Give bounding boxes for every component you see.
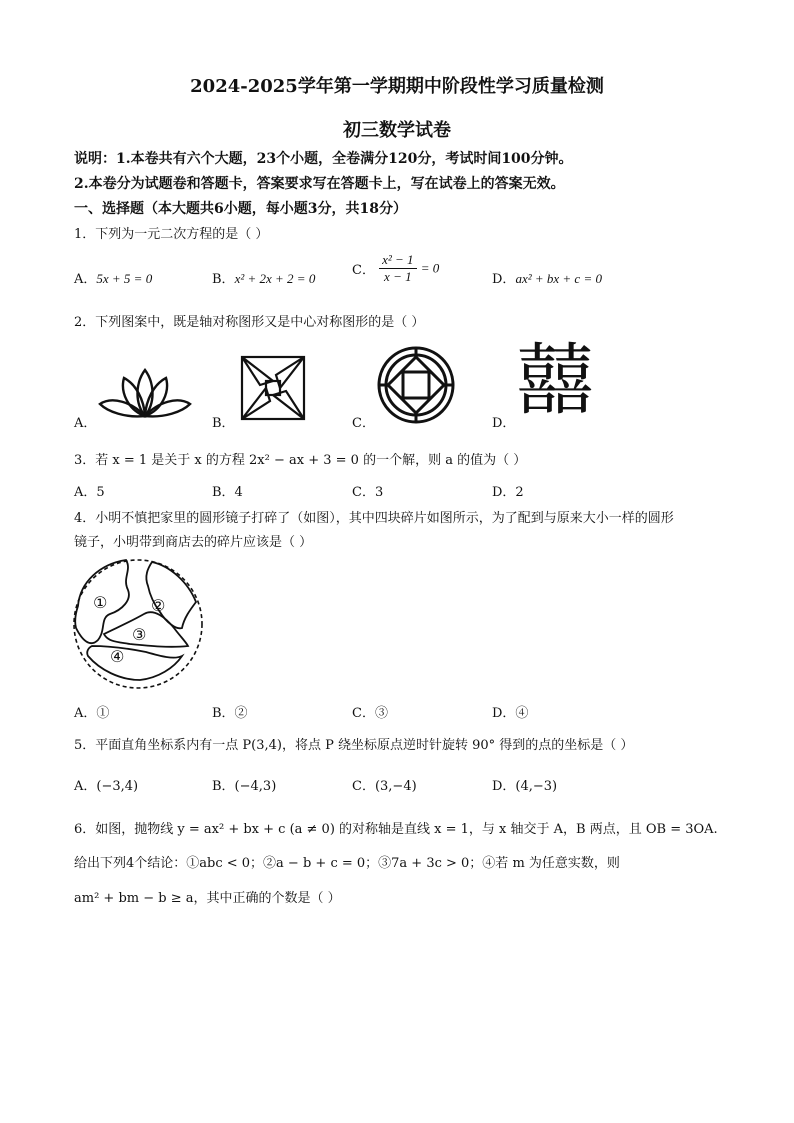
piece-1-label: ① bbox=[93, 593, 108, 612]
fraction-tail: = 0 bbox=[420, 260, 440, 276]
option-label: C． bbox=[352, 263, 375, 278]
section-heading: 一、选择题（本大题共6小题，每小题3分，共18分） bbox=[74, 201, 407, 217]
question-4-stem-line-1: 4．小明不慎把家里的圆形镜子打碎了（如图），其中四块碎片如图所示，为了配到与原来大小一样的圆形 bbox=[74, 511, 674, 526]
option-text: x² + 2x + 2 = 0 bbox=[234, 271, 316, 286]
question-4-stem-line-2: 镜子，小明带到商店去的碎片应该是（ ） bbox=[74, 535, 313, 550]
question-6-line-2: 给出下列4个结论：①abc < 0；②a − b + c = 0；③7a + 3c > 0；④若 m 为任意实数，则 bbox=[74, 856, 620, 871]
piece-3-label: ③ bbox=[132, 625, 147, 644]
question-5-option-b: B．(−4,3) bbox=[212, 779, 277, 794]
lotus-icon bbox=[98, 364, 192, 422]
question-3-option-a: A．5 bbox=[74, 485, 105, 500]
question-4-option-d: D．④ bbox=[492, 706, 529, 721]
pinwheel-square-icon bbox=[240, 355, 306, 421]
question-1-option-a bbox=[74, 268, 152, 287]
instructions-line-2: 2.本卷分为试题卷和答题卡，答案要求写在答题卡上，写在试卷上的答案无效。 bbox=[74, 176, 565, 192]
question-5-option-c: C．(3,−4) bbox=[352, 779, 417, 794]
question-3-option-c: C．3 bbox=[352, 485, 384, 500]
question-2-option-c-label: C． bbox=[352, 416, 375, 431]
question-4-option-b: B．② bbox=[212, 706, 248, 721]
fraction-denominator: x − 1 bbox=[384, 269, 412, 284]
exam-subtitle: 初三数学试卷 bbox=[343, 120, 451, 141]
question-4-option-c: C．③ bbox=[352, 706, 388, 721]
fraction-numerator: x² − 1 bbox=[379, 252, 416, 269]
piece-2-label: ② bbox=[151, 596, 166, 615]
question-5-stem: 5．平面直角坐标系内有一点 P(3,4)，将点 P 绕坐标原点逆时针旋转 90° 得到的点的坐标是（ ） bbox=[74, 738, 634, 753]
question-1-option-b bbox=[212, 268, 315, 287]
question-1-option-d bbox=[492, 268, 602, 287]
exam-title: 2024-2025学年第一学期期中阶段性学习质量检测 bbox=[190, 76, 604, 97]
piece-4-label: ④ bbox=[110, 647, 125, 666]
question-5-option-a: A．(−3,4) bbox=[74, 779, 139, 794]
question-3-option-d: D．2 bbox=[492, 485, 524, 500]
instructions-line-1: 说明：1.本卷共有六个大题，23个小题，全卷满分120分，考试时间100分钟。 bbox=[74, 151, 573, 167]
question-2-option-a-label: A． bbox=[74, 416, 97, 431]
question-2-option-d-label: D． bbox=[492, 416, 516, 431]
circle-window-icon bbox=[376, 345, 456, 425]
question-6-line-1: 6．如图，抛物线 y = ax² + bx + c (a ≠ 0) 的对称轴是直线 x = 1，与 x 轴交于 A，B 两点，且 OB = 3OA. bbox=[74, 822, 718, 837]
question-2-stem: 2．下列图案中，既是轴对称图形又是中心对称图形的是（ ） bbox=[74, 315, 425, 330]
broken-mirror-figure bbox=[70, 556, 206, 692]
option-text: 5x + 5 = 0 bbox=[96, 271, 153, 286]
question-3-option-b: B．4 bbox=[212, 485, 243, 500]
double-happiness-glyph: 囍 bbox=[516, 336, 595, 426]
question-3-stem: 3．若 x = 1 是关于 x 的方程 2x² − ax + 3 = 0 的一个解，则 a 的值为（ ） bbox=[74, 453, 527, 468]
question-1-option-c bbox=[352, 252, 439, 285]
fraction bbox=[379, 252, 416, 285]
question-2-option-b-label: B． bbox=[212, 416, 235, 431]
option-label: B． bbox=[212, 272, 235, 287]
question-5-option-d: D．(4,−3) bbox=[492, 779, 558, 794]
option-label: A． bbox=[74, 272, 97, 287]
option-label: D． bbox=[492, 272, 516, 287]
option-text: ax² + bx + c = 0 bbox=[515, 271, 602, 286]
question-6-line-3: am² + bm − b ≥ a，其中正确的个数是（ ） bbox=[74, 891, 341, 906]
question-1-stem: 1．下列为一元二次方程的是（ ） bbox=[74, 227, 269, 242]
question-4-option-a: A．① bbox=[74, 706, 110, 721]
